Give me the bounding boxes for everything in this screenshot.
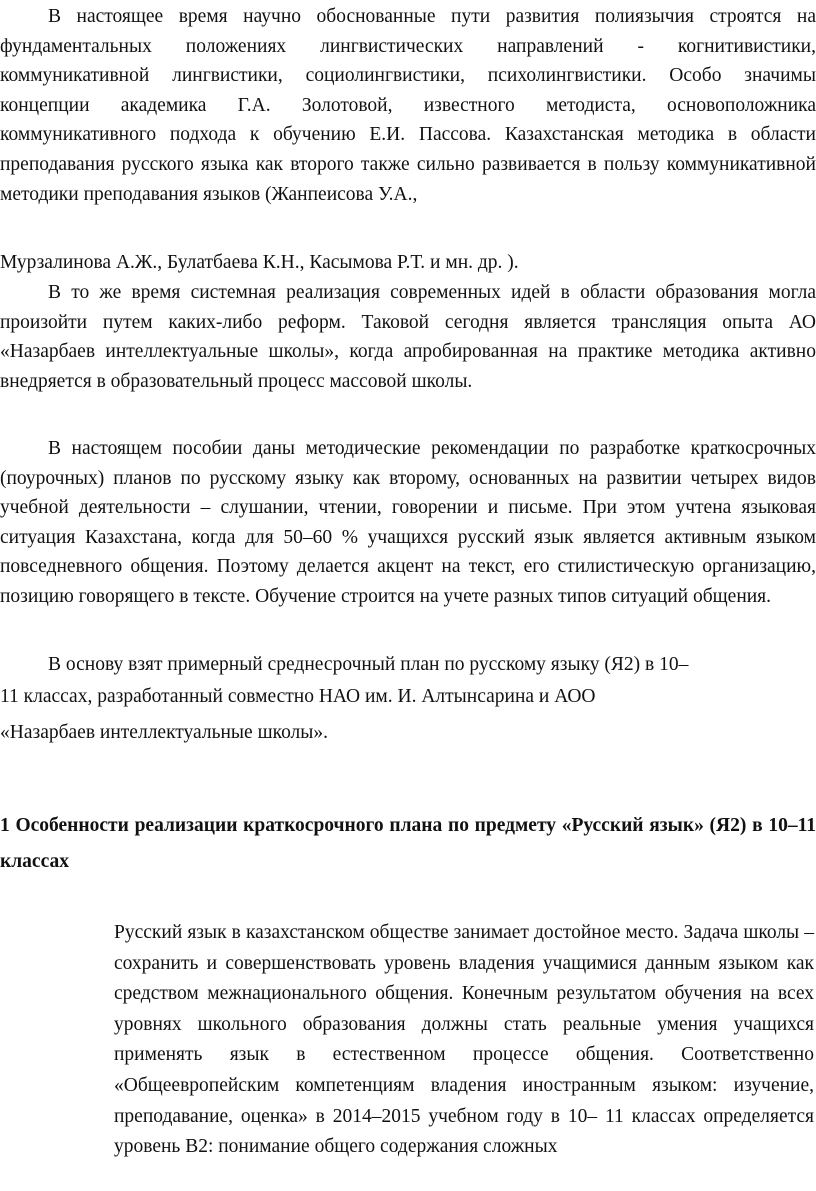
paragraph-methodical-recommendations: В настоящем пособии даны методические рекомендации по разработке краткосрочных (поурочных) планов по русскому языку как второму, основанных на развитии четырех видов учебной деятельности – слушании, чтении, говорении и письме. При этом учтена языковая ситуация Казахстана, когда для 50–60 % учащихся русский язык является активным языком повседневного общения. Поэтому делается акцент на текст, его стилистическую организацию, позицию говорящего в тексте. Обучение строится на учете разных типов ситуаций общения. <box>0 438 816 607</box>
paragraph-plan-line-1: В основу взят примерный среднесрочный план по русскому языку (Я2) в 10– <box>48 654 689 675</box>
paragraph-reforms: В то же время системная реализация современных идей в области образования могла произойти путем каких-либо реформ. Таковой сегодня является трансляция опыта АО «Назарбаев интеллектуальные школы», когда апробированная на практике методика активно внедряется в образовательный процесс массовой школы. <box>0 282 816 392</box>
section-heading: 1 Особенности реализации краткосрочного плана по предмету «Русский язык» (Я2) в 10–11 классах <box>0 815 816 872</box>
paragraph-plan-line-2: 11 классах, разработанный совместно НАО им. И. Алтынсарина и АОО <box>0 686 596 707</box>
paragraph-plan-line-3: «Назарбаев интеллектуальные школы». <box>0 722 329 743</box>
paragraph-polylingualism: В настоящее время научно обоснованные пути развития полиязычия строятся на фундаментальных положениях лингвистических направлений - когнитивистики, коммуникативной лингвистики, социолингвистики, психолингвистики. Особо значимы концепции академика Г.А. Золотовой, известного методиста, основоположника коммуникативного подхода к обучению Е.И. Пассова. Казахстанская методика в области преподавания русского языка как второго также сильно развивается в пользу коммуникативной методики преподавания языков (Жанпеисова У.А., <box>0 6 816 205</box>
paragraph-russian-language-role: Русский язык в казахстанском обществе занимает достойное место. Задача школы – сохранить и совершенствовать уровень владения учащимися данным языком как средством межнационального общения. Конечным результатом обучения на всех уровнях школьного образования должны стать реальные умения учащихся применять язык в естественном процессе общения. Соответственно «Общеевропейским компетенциям владения иностранным языком: изучение, преподавание, оценка» в 2014–2015 учебном году в 10– 11 классах определяется уровень В2: понимание общего содержания сложных <box>114 922 814 1158</box>
paragraph-authors-continuation: Мурзалинова А.Ж., Булатбаева К.Н., Касымова Р.Т. и мн. др. ). <box>0 252 519 273</box>
